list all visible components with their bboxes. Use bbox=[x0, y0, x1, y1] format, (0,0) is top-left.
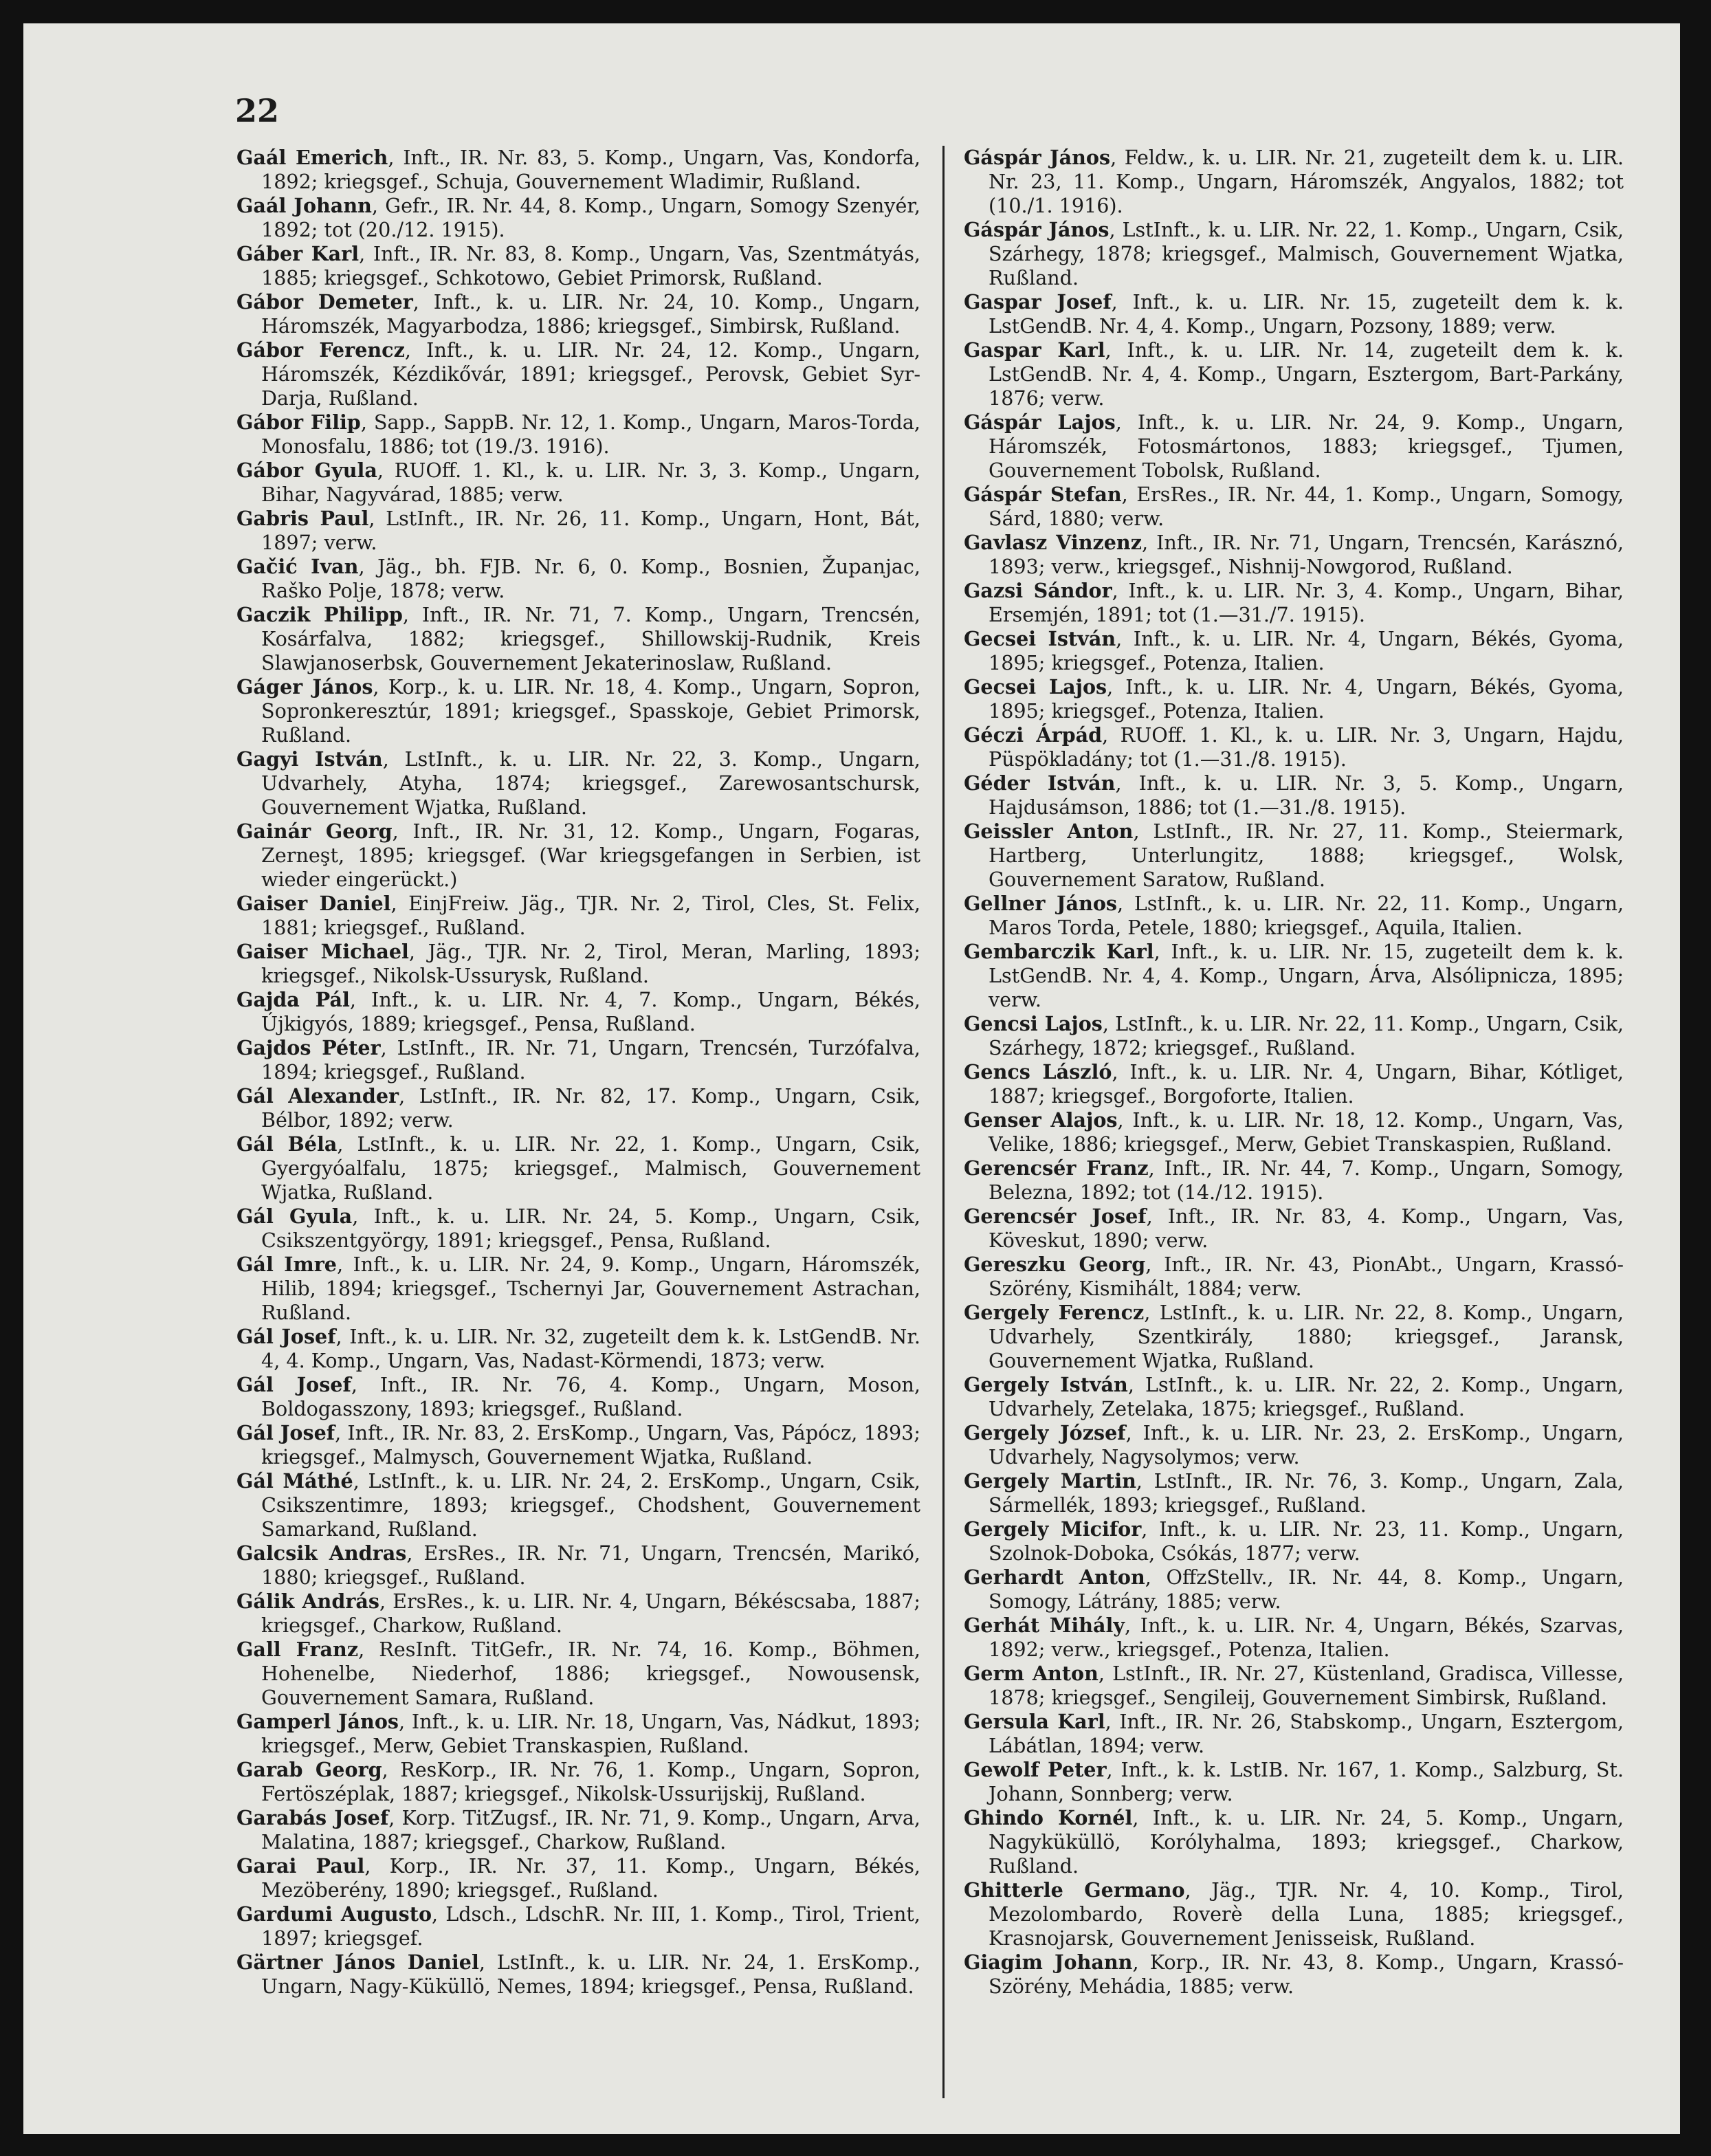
list-entry bbox=[236, 194, 920, 242]
entry-details: , LstInft., IR. Nr. 27, 11. Komp., Steiermark, Hartberg, Unterlungitz, 1888; kriegsgef., Wolsk, Gouvernement Saratow, Rußland. bbox=[989, 820, 1624, 891]
entry-details: , LstInft., IR. Nr. 82, 17. Komp., Ungarn, Csik, Bélbor, 1892; verw. bbox=[261, 1084, 920, 1132]
list-entry bbox=[236, 555, 920, 603]
entry-details: , LstInft., IR. Nr. 27, Küstenland, Gradisca, Villesse, 1878; kriegsgef., Sengileij, Gouvernement Simbirsk, Rußland. bbox=[989, 1662, 1624, 1709]
list-entry bbox=[964, 892, 1624, 940]
entry-name: Galcsik Andras bbox=[236, 1541, 407, 1565]
entry-details: , Inft., k. u. LIR. Nr. 18, 12. Komp., Ungarn, Vas, Velike, 1886; kriegsgef., Merw, Gebiet Transkaspien, Rußland. bbox=[989, 1108, 1624, 1156]
entry-details: , LstInft., IR. Nr. 26, 11. Komp., Ungarn, Hont, Bát, 1897; verw. bbox=[261, 507, 920, 554]
list-entry bbox=[964, 1565, 1624, 1614]
entry-name: Gaspar Karl bbox=[964, 338, 1105, 362]
list-entry bbox=[964, 771, 1624, 820]
entry-details: , Inft., k. u. LIR. Nr. 24, 12. Komp., Ungarn, Háromszék, Kézdikővár, 1891; kriegsgef., Perovsk, Gebiet Syr-Darja, Rußland. bbox=[261, 338, 921, 410]
entry-name: Gavlasz Vinzenz bbox=[964, 531, 1142, 554]
entry-name: Gembarczik Karl bbox=[964, 940, 1154, 963]
list-entry bbox=[964, 1108, 1624, 1156]
list-entry bbox=[964, 410, 1624, 483]
list-entry bbox=[964, 146, 1624, 218]
entry-name: Gerencsér Franz bbox=[964, 1156, 1149, 1180]
entry-name: Gersula Karl bbox=[964, 1710, 1105, 1733]
entry-details: , Inft., k. u. LIR. Nr. 24, 9. Komp., Ungarn, Háromszék, Fotosmártonos, 1883; kriegsgef., Tjumen, Gouvernement Tobolsk, Rußland. bbox=[989, 410, 1624, 482]
entry-details: , Inft., k. u. LIR. Nr. 18, Ungarn, Vas, Nádkut, 1893; kriegsgef., Merw, Gebiet Transkaspien, Rußland. bbox=[261, 1710, 920, 1757]
list-entry bbox=[236, 1084, 920, 1132]
entry-details: , Inft., k. u. LIR. Nr. 15, zugeteilt dem k. k. LstGendB. Nr. 4, 4. Komp., Ungarn, Pozsony, 1889; verw. bbox=[989, 290, 1624, 338]
entry-name: Gamperl János bbox=[236, 1710, 399, 1733]
entry-name: Gergely István bbox=[964, 1373, 1128, 1396]
list-entry bbox=[236, 603, 920, 675]
entry-name: Gál Gyula bbox=[236, 1204, 353, 1228]
list-entry bbox=[236, 675, 920, 747]
entry-name: Gellner János bbox=[964, 892, 1118, 915]
entry-details: , Inft., k. u. LIR. Nr. 4, Ungarn, Békés, Szarvas, 1892; verw., kriegsgef., Potenza, Italien. bbox=[989, 1614, 1624, 1661]
list-entry bbox=[964, 1469, 1624, 1517]
list-entry bbox=[236, 410, 920, 459]
entry-details: , RUOff. 1. Kl., k. u. LIR. Nr. 3, Ungarn, Hajdu, Püspökladány; tot (1.—31./8. 1915). bbox=[989, 723, 1624, 771]
entry-name: Gencs László bbox=[964, 1060, 1112, 1084]
list-entry bbox=[236, 1854, 920, 1902]
entry-details: , ErsRes., k. u. LIR. Nr. 4, Ungarn, Békéscsaba, 1887; kriegsgef., Charkow, Rußland. bbox=[261, 1590, 920, 1637]
entry-name: Géder István bbox=[964, 771, 1116, 795]
entry-name: Gaczik Philipp bbox=[236, 603, 403, 626]
entry-details: , EinjFreiw. Jäg., TJR. Nr. 2, Tirol, Cles, St. Felix, 1881; kriegsgef., Rußland. bbox=[261, 892, 920, 939]
entry-name: Gál Josef bbox=[236, 1373, 351, 1396]
list-entry bbox=[964, 1710, 1624, 1758]
entry-details: , Gefr., IR. Nr. 44, 8. Komp., Ungarn, Somogy Szenyér, 1892; tot (20./12. 1915). bbox=[261, 194, 920, 241]
list-entry bbox=[964, 627, 1624, 675]
entry-name: Gaiser Daniel bbox=[236, 892, 391, 915]
entry-name: Gáber Karl bbox=[236, 242, 360, 265]
list-entry bbox=[964, 1204, 1624, 1253]
list-entry bbox=[964, 579, 1624, 627]
entry-name: Garai Paul bbox=[236, 1854, 365, 1878]
entry-name: Gál Imre bbox=[236, 1253, 337, 1276]
list-entry bbox=[964, 338, 1624, 410]
list-entry bbox=[236, 1204, 920, 1253]
entry-name: Gábor Filip bbox=[236, 410, 361, 434]
list-entry bbox=[964, 1517, 1624, 1565]
list-entry bbox=[964, 290, 1624, 338]
entry-details: , LstInft., k. u. LIR. Nr. 22, 8. Komp., Ungarn, Udvarhely, Szentkirály, 1880; kriegsgef., Jaransk, Gouvernement Wjatka, Rußland. bbox=[989, 1301, 1624, 1372]
entry-details: , Ldsch., LdschR. Nr. III, 1. Komp., Tirol, Trient, 1897; kriegsgef. bbox=[261, 1902, 920, 1950]
list-entry bbox=[236, 242, 920, 290]
entry-details: , Inft., k. u. LIR. Nr. 32, zugeteilt dem k. k. LstGendB. Nr. 4, 4. Komp., Ungarn, Vas, Nadast-Körmendi, 1873; verw. bbox=[261, 1325, 920, 1372]
list-entry bbox=[964, 1878, 1624, 1950]
entry-details: , Inft., k. u. LIR. Nr. 4, 7. Komp., Ungarn, Békés, Újkigyós, 1889; kriegsgef., Pensa, Rußland. bbox=[261, 988, 920, 1035]
entry-name: Gergely Martin bbox=[964, 1469, 1136, 1493]
list-entry bbox=[964, 1060, 1624, 1108]
entry-name: Gazsi Sándor bbox=[964, 579, 1112, 602]
list-entry bbox=[964, 1614, 1624, 1662]
entry-details: , LstInft., k. u. LIR. Nr. 22, 11. Komp., Ungarn, Csik, Szárhegy, 1872; kriegsgef., Rußland. bbox=[989, 1012, 1624, 1059]
entry-name: Gáger János bbox=[236, 675, 373, 698]
list-entry bbox=[964, 1012, 1624, 1060]
entry-details: , Inft., IR. Nr. 83, 5. Komp., Ungarn, Vas, Kondorfa, 1892; kriegsgef., Schuja, Gouvernement Wladimir, Rußland. bbox=[261, 146, 920, 193]
entry-name: Gergely Micifor bbox=[964, 1517, 1142, 1541]
entry-details: , Inft., IR. Nr. 26, Stabskomp., Ungarn, Esztergom, Lábátlan, 1894; verw. bbox=[989, 1710, 1624, 1757]
list-entry bbox=[236, 1325, 920, 1373]
list-entry bbox=[964, 1950, 1624, 1999]
entry-name: Ghindo Kornél bbox=[964, 1806, 1133, 1829]
entry-details: , Inft., IR. Nr. 76, 4. Komp., Ungarn, Moson, Boldogasszony, 1893; kriegsgef., Rußland. bbox=[261, 1373, 920, 1420]
list-entry bbox=[964, 483, 1624, 531]
entry-name: Gagyi István bbox=[236, 747, 383, 771]
entry-details: , Korp. TitZugsf., IR. Nr. 71, 9. Komp., Ungarn, Arva, Malatina, 1887; kriegsgef., Charkow, Rußland. bbox=[261, 1806, 920, 1854]
entry-details: , LstInft., k. u. LIR. Nr. 22, 1. Komp., Ungarn, Csik, Gyergyóalfalu, 1875; kriegsgef., Malmisch, Gouvernement Wjatka, Rußland. bbox=[261, 1132, 920, 1204]
list-entry bbox=[236, 146, 920, 194]
entry-details: , Korp., IR. Nr. 37, 11. Komp., Ungarn, Békés, Mezöberény, 1890; kriegsgef., Rußland. bbox=[261, 1854, 920, 1902]
entry-name: Garab Georg bbox=[236, 1758, 382, 1781]
entry-details: , Inft., k. u. LIR. Nr. 4, Ungarn, Békés, Gyoma, 1895; kriegsgef., Potenza, Italien. bbox=[989, 675, 1624, 723]
entry-details: , Inft., IR. Nr. 31, 12. Komp., Ungarn, Fogaras, Zerneşt, 1895; kriegsgef. (War kriegsgefangen in Serbien, ist wieder eingerückt.) bbox=[261, 820, 920, 891]
entry-details: , Inft., IR. Nr. 83, 2. ErsKomp., Ungarn, Vas, Pápócz, 1893; kriegsgef., Malmysch, Gouvernement Wjatka, Rußland. bbox=[261, 1421, 920, 1468]
entry-details: , ErsRes., IR. Nr. 71, Ungarn, Trencsén, Marikó, 1880; kriegsgef., Rußland. bbox=[261, 1541, 920, 1589]
entry-details: , Inft., IR. Nr. 71, 7. Komp., Ungarn, Trencsén, Kosárfalva, 1882; kriegsgef., Shillowskij-Rudnik, Kreis Slawjanoserbsk, Gouvernement Jekaterinoslaw, Rußland. bbox=[261, 603, 920, 674]
entry-name: Gerhardt Anton bbox=[964, 1565, 1145, 1589]
entry-details: , OffzStellv., IR. Nr. 44, 8. Komp., Ungarn, Somogy, Látrány, 1885; verw. bbox=[989, 1565, 1624, 1613]
entry-name: Gaál Johann bbox=[236, 194, 372, 217]
list-entry bbox=[236, 1902, 920, 1950]
entry-details: , Korp., k. u. LIR. Nr. 18, 4. Komp., Ungarn, Sopron, Sopronkeresztúr, 1891; kriegsgef., Spasskoje, Gebiet Primorsk, Rußland. bbox=[261, 675, 920, 747]
entry-name: Gál Máthé bbox=[236, 1469, 353, 1493]
column-divider bbox=[942, 146, 945, 2098]
list-entry bbox=[964, 1253, 1624, 1301]
list-entry bbox=[236, 1710, 920, 1758]
entry-details: , Inft., k. u. LIR. Nr. 3, 4. Komp., Ungarn, Bihar, Ersemjén, 1891; tot (1.—31./7. 1915). bbox=[989, 579, 1624, 626]
list-entry bbox=[236, 1253, 920, 1325]
list-entry bbox=[236, 1638, 920, 1710]
entry-details: , LstInft., IR. Nr. 71, Ungarn, Trencsén, Turzófalva, 1894; kriegsgef., Rußland. bbox=[261, 1036, 920, 1084]
entry-name: Gajdos Péter bbox=[236, 1036, 381, 1059]
list-entry bbox=[236, 988, 920, 1036]
entry-details: , ErsRes., IR. Nr. 44, 1. Komp., Ungarn, Somogy, Sárd, 1880; verw. bbox=[989, 483, 1624, 530]
entry-name: Gáspár János bbox=[964, 146, 1111, 169]
list-entry bbox=[236, 338, 920, 410]
entry-details: , RUOff. 1. Kl., k. u. LIR. Nr. 3, 3. Komp., Ungarn, Bihar, Nagyvárad, 1885; verw. bbox=[261, 459, 921, 506]
entry-name: Gergely Ferencz bbox=[964, 1301, 1145, 1324]
entry-details: , Inft., k. u. LIR. Nr. 15, zugeteilt dem k. k. LstGendB. Nr. 4, 4. Komp., Ungarn, Árva, Alsólipnicza, 1895; verw. bbox=[989, 940, 1624, 1011]
list-entry bbox=[236, 459, 920, 507]
list-entry bbox=[236, 507, 920, 555]
list-entry bbox=[236, 1806, 920, 1854]
entry-name: Gerencsér Josef bbox=[964, 1204, 1147, 1228]
entry-details: , Inft., k. u. LIR. Nr. 24, 5. Komp., Ungarn, Nagyküküllö, Korólyhalma, 1893; kriegsgef., Charkow, Rußland. bbox=[989, 1806, 1624, 1878]
list-entry bbox=[236, 940, 920, 988]
entry-name: Gergely József bbox=[964, 1421, 1126, 1444]
list-entry bbox=[236, 1541, 920, 1590]
entry-name: Géczi Árpád bbox=[964, 723, 1103, 747]
entry-details: , Jäg., TJR. Nr. 2, Tirol, Meran, Marling, 1893; kriegsgef., Nikolsk-Ussurysk, Rußland. bbox=[261, 940, 920, 987]
entry-details: , Inft., k. u. LIR. Nr. 24, 9. Komp., Ungarn, Háromszék, Hilib, 1894; kriegsgef., Tschernyi Jar, Gouvernement Astrachan, Rußland. bbox=[261, 1253, 921, 1324]
entry-details: , Inft., k. u. LIR. Nr. 24, 10. Komp., Ungarn, Háromszék, Magyarbodza, 1886; kriegsgef., Simbirsk, Rußland. bbox=[261, 290, 921, 338]
list-entry bbox=[236, 747, 920, 820]
entry-details: , LstInft., k. u. LIR. Nr. 24, 1. ErsKomp., Ungarn, Nagy-Küküllö, Nemes, 1894; kriegsgef., Pensa, Rußland. bbox=[261, 1950, 920, 1998]
entry-details: , LstInft., IR. Nr. 76, 3. Komp., Ungarn, Zala, Sármellék, 1893; kriegsgef., Rußland. bbox=[989, 1469, 1624, 1517]
entry-name: Genser Alajos bbox=[964, 1108, 1118, 1132]
list-entry bbox=[964, 218, 1624, 290]
entry-details: , Jäg., TJR. Nr. 4, 10. Komp., Tirol, Mezolombardo, Roverè della Luna, 1885; kriegsgef., Krasnojarsk, Gouvernement Jenisseisk, Rußland. bbox=[989, 1878, 1624, 1950]
entry-details: , LstInft., k. u. LIR. Nr. 22, 2. Komp., Ungarn, Udvarhely, Zetelaka, 1875; kriegsgef., Rußland. bbox=[989, 1373, 1624, 1420]
list-entry bbox=[964, 531, 1624, 579]
entry-name: Gábor Demeter bbox=[236, 290, 413, 314]
list-entry bbox=[236, 892, 920, 940]
list-entry bbox=[964, 1156, 1624, 1204]
entry-details: , Inft., IR. Nr. 83, 8. Komp., Ungarn, Vas, Szentmátyás, 1885; kriegsgef., Schkotowo, Gebiet Primorsk, Rußland. bbox=[261, 242, 920, 289]
entry-name: Gecsei István bbox=[964, 627, 1116, 650]
list-entry bbox=[236, 1950, 920, 1999]
list-entry bbox=[964, 1662, 1624, 1710]
entry-name: Gainár Georg bbox=[236, 820, 393, 843]
entry-details: , Inft., k. u. LIR. Nr. 14, zugeteilt dem k. k. LstGendB. Nr. 4, 4. Komp., Ungarn, Esztergom, Bart-Parkány, 1876; verw. bbox=[989, 338, 1624, 410]
entry-name: Gecsei Lajos bbox=[964, 675, 1107, 698]
entry-name: Gaiser Michael bbox=[236, 940, 409, 963]
entry-details: , Inft., IR. Nr. 83, 4. Komp., Ungarn, Vas, Köveskut, 1890; verw. bbox=[989, 1204, 1624, 1252]
list-entry bbox=[236, 1469, 920, 1541]
entry-name: Gáspár Stefan bbox=[964, 483, 1122, 506]
entry-details: , Sapp., SappB. Nr. 12, 1. Komp., Ungarn, Maros-Torda, Monosfalu, 1886; tot (19./3. 1916). bbox=[261, 410, 920, 458]
list-entry bbox=[964, 820, 1624, 892]
entry-name: Gáspár János bbox=[964, 218, 1110, 241]
entry-details: , Inft., IR. Nr. 43, PionAbt., Ungarn, Krassó-Szörény, Kismihált, 1884; verw. bbox=[989, 1253, 1624, 1300]
entry-name: Gall Franz bbox=[236, 1638, 359, 1661]
list-entry bbox=[964, 723, 1624, 771]
entry-details: , Inft., k. u. LIR. Nr. 4, Ungarn, Bihar, Kótliget, 1887; kriegsgef., Borgoforte, Italien. bbox=[989, 1060, 1624, 1108]
entry-name: Gábor Ferencz bbox=[236, 338, 405, 362]
entry-name: Gabris Paul bbox=[236, 507, 369, 530]
entry-name: Garabás Josef bbox=[236, 1806, 389, 1829]
entry-details: , LstInft., k. u. LIR. Nr. 22, 1. Komp., Ungarn, Csik, Szárhegy, 1878; kriegsgef., Malmisch, Gouvernement Wjatka, Rußland. bbox=[989, 218, 1624, 289]
book-page bbox=[23, 23, 1680, 2134]
entry-name: Gajda Pál bbox=[236, 988, 350, 1011]
list-entry bbox=[236, 290, 920, 338]
entry-details: , ResKorp., IR. Nr. 76, 1. Komp., Ungarn, Sopron, Fertöszéplak, 1887; kriegsgef., Nikolsk-Ussurijskij, Rußland. bbox=[261, 1758, 920, 1805]
list-entry bbox=[236, 1036, 920, 1084]
entry-name: Gaál Emerich bbox=[236, 146, 388, 169]
entry-name: Gewolf Peter bbox=[964, 1758, 1107, 1781]
list-entry bbox=[964, 1301, 1624, 1373]
entry-name: Gál Alexander bbox=[236, 1084, 399, 1108]
list-entry bbox=[236, 1132, 920, 1204]
entry-name: Gál Josef bbox=[236, 1421, 335, 1444]
entry-name: Gál Béla bbox=[236, 1132, 338, 1156]
entry-name: Gáspár Lajos bbox=[964, 410, 1116, 434]
list-entry bbox=[964, 1421, 1624, 1469]
entry-details: , Korp., IR. Nr. 43, 8. Komp., Ungarn, Krassó-Szörény, Mehádia, 1885; verw. bbox=[989, 1950, 1624, 1998]
entry-name: Gálik András bbox=[236, 1590, 380, 1613]
right-column bbox=[964, 146, 1624, 2106]
list-entry bbox=[236, 1590, 920, 1638]
entry-name: Gencsi Lajos bbox=[964, 1012, 1103, 1035]
entry-details: , LstInft., k. u. LIR. Nr. 22, 3. Komp., Ungarn, Udvarhely, Atyha, 1874; kriegsgef., Zarewosantschursk, Gouvernement Wjatka, Rußland. bbox=[261, 747, 920, 819]
entry-name: Gábor Gyula bbox=[236, 459, 377, 482]
list-entry bbox=[964, 940, 1624, 1012]
left-column bbox=[236, 146, 920, 2106]
entry-details: , LstInft., k. u. LIR. Nr. 22, 11. Komp., Ungarn, Maros Torda, Petele, 1880; kriegsgef., Aquila, Italien. bbox=[989, 892, 1624, 939]
entry-name: Gačić Ivan bbox=[236, 555, 359, 578]
entry-name: Gereszku Georg bbox=[964, 1253, 1146, 1276]
list-entry bbox=[964, 1373, 1624, 1421]
entry-details: , Inft., k. k. LstIB. Nr. 167, 1. Komp., Salzburg, St. Johann, Sonnberg; verw. bbox=[989, 1758, 1624, 1805]
list-entry bbox=[964, 1758, 1624, 1806]
entry-details: , Jäg., bh. FJB. Nr. 6, 0. Komp., Bosnien, Županjac, Raško Polje, 1878; verw. bbox=[261, 555, 920, 602]
entry-details: , LstInft., k. u. LIR. Nr. 24, 2. ErsKomp., Ungarn, Csik, Csikszentimre, 1893; kriegsgef., Chodshent, Gouvernement Samarkand, Rußland. bbox=[261, 1469, 920, 1541]
entry-name: Germ Anton bbox=[964, 1662, 1099, 1685]
entry-details: , ResInft. TitGefr., IR. Nr. 74, 16. Komp., Böhmen, Hohenelbe, Niederhof, 1886; kriegsgef., Nowousensk, Gouvernement Samara, Rußland. bbox=[261, 1638, 920, 1709]
list-entry bbox=[236, 1373, 920, 1421]
entry-name: Gardumi Augusto bbox=[236, 1902, 432, 1926]
entry-name: Gärtner János Daniel bbox=[236, 1950, 479, 1974]
entry-name: Giagim Johann bbox=[964, 1950, 1133, 1974]
list-entry bbox=[236, 1758, 920, 1806]
list-entry bbox=[964, 675, 1624, 723]
entry-name: Gaspar Josef bbox=[964, 290, 1112, 314]
entry-details: , Inft., IR. Nr. 71, Ungarn, Trencsén, Karásznó, 1893; verw., kriegsgef., Nishnij-Nowgorod, Rußland. bbox=[989, 531, 1624, 578]
list-entry bbox=[964, 1806, 1624, 1878]
list-entry bbox=[236, 820, 920, 892]
entry-name: Gál Josef bbox=[236, 1325, 336, 1348]
entry-details: , Inft., k. u. LIR. Nr. 23, 2. ErsKomp., Ungarn, Udvarhely, Nagysolymos; verw. bbox=[989, 1421, 1624, 1468]
entry-details: , Feldw., k. u. LIR. Nr. 21, zugeteilt dem k. u. LIR. Nr. 23, 11. Komp., Ungarn, Háromszék, Angyalos, 1882; tot (10./1. 1916). bbox=[989, 146, 1624, 217]
entry-name: Ghitterle Germano bbox=[964, 1878, 1185, 1902]
list-entry bbox=[236, 1421, 920, 1469]
entry-details: , Inft., k. u. LIR. Nr. 3, 5. Komp., Ungarn, Hajdusámson, 1886; tot (1.—31./8. 1915). bbox=[989, 771, 1624, 819]
entry-details: , Inft., k. u. LIR. Nr. 4, Ungarn, Békés, Gyoma, 1895; kriegsgef., Potenza, Italien. bbox=[989, 627, 1624, 674]
entry-details: , Inft., k. u. LIR. Nr. 23, 11. Komp., Ungarn, Szolnok-Doboka, Csókás, 1877; verw. bbox=[989, 1517, 1624, 1565]
entry-details: , Inft., IR. Nr. 44, 7. Komp., Ungarn, Somogy, Belezna, 1892; tot (14./12. 1915). bbox=[989, 1156, 1624, 1204]
entry-name: Geissler Anton bbox=[964, 820, 1134, 843]
page-number: 22 bbox=[235, 92, 280, 129]
entry-name: Gerhát Mihály bbox=[964, 1614, 1125, 1637]
entry-details: , Inft., k. u. LIR. Nr. 24, 5. Komp., Ungarn, Csik, Csikszentgyörgy, 1891; kriegsgef., Pensa, Rußland. bbox=[261, 1204, 920, 1252]
